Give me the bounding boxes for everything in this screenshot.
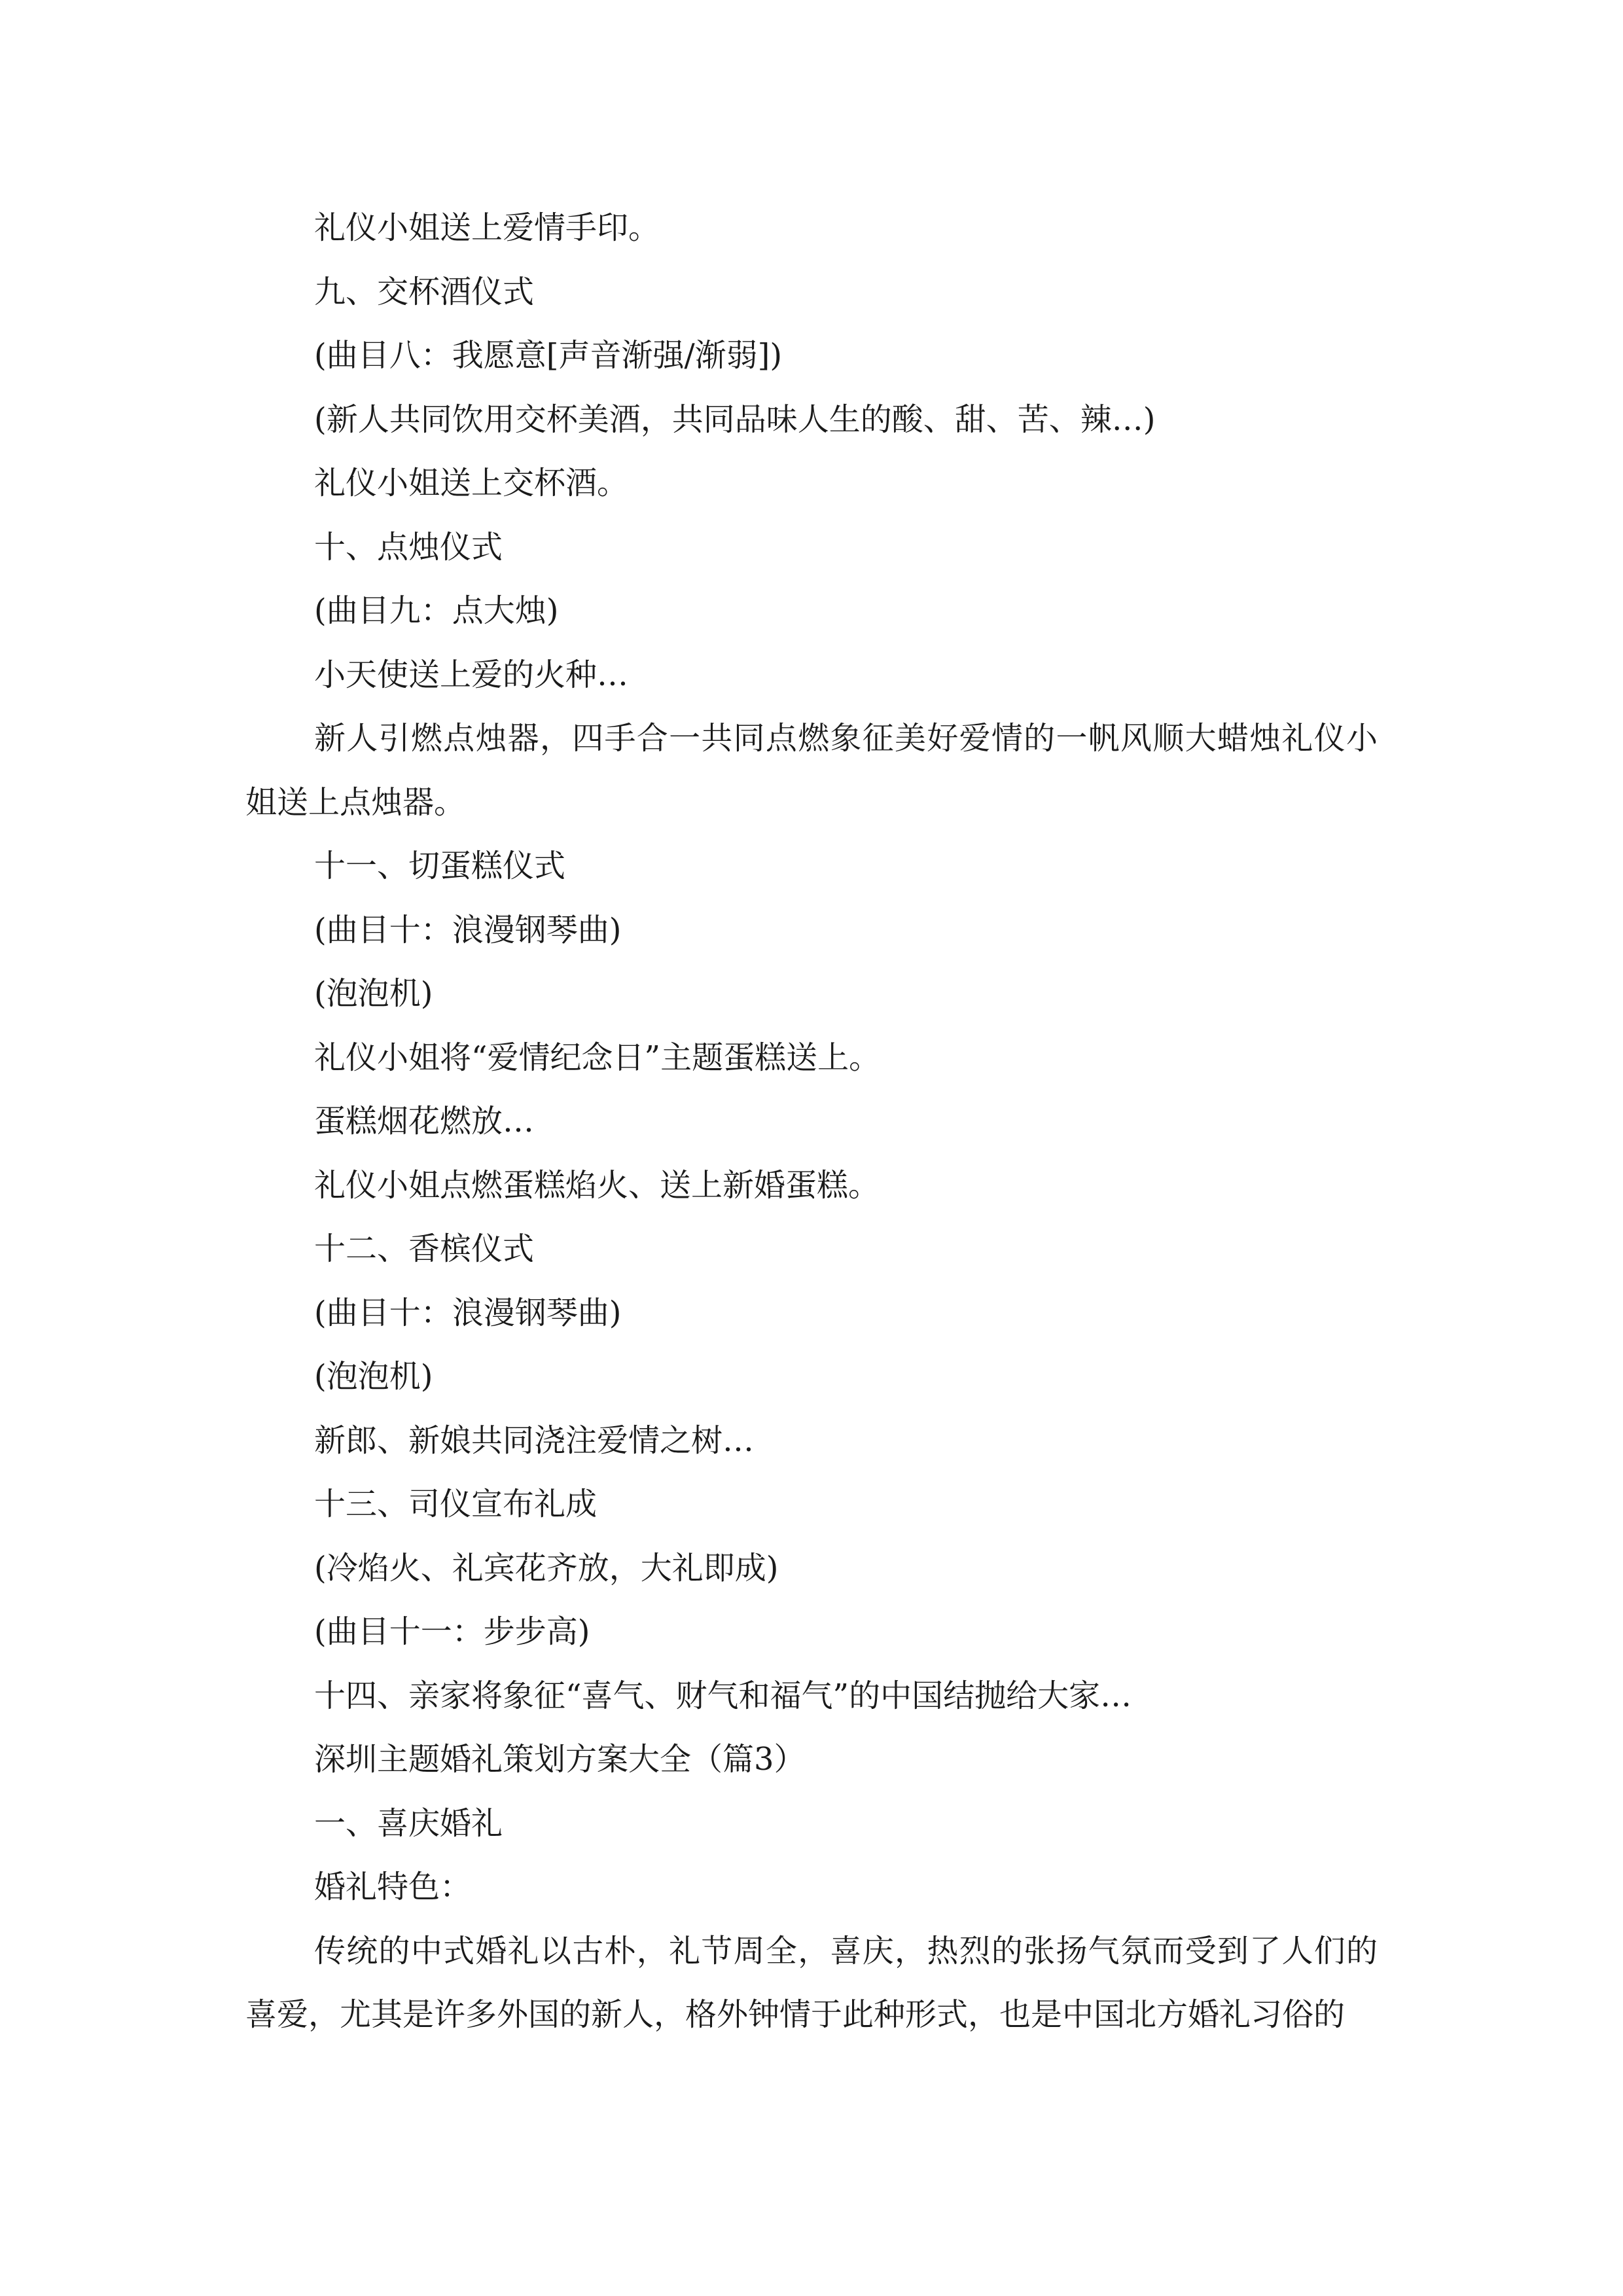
text-line: (新人共同饮用交杯美酒，共同品味人生的酸、甜、苦、辣…): [314, 401, 1156, 438]
document-body: [245, 196, 1378, 2047]
text-line: (曲目九：点大烛): [314, 592, 559, 629]
article-title: 深圳主题婚礼策划方案大全（篇3）: [314, 1741, 806, 1778]
text-line: 礼仪小姐送上交杯酒。: [314, 465, 629, 501]
text-line: (泡泡机): [314, 1358, 433, 1395]
text-line: (曲目十：浪漫钢琴曲): [314, 1294, 622, 1331]
section-heading: 十一、切蛋糕仪式: [314, 848, 566, 884]
text-line: 蛋糕烟花燃放…: [314, 1103, 535, 1139]
text-line: 礼仪小姐点燃蛋糕焰火、送上新婚蛋糕。: [314, 1166, 880, 1204]
section-heading: 九、交杯酒仪式: [314, 273, 535, 310]
text-line: 小天使送上爱的火种…: [314, 656, 629, 693]
text-line: 礼仪小姐送上爱情手印。: [314, 209, 660, 246]
section-heading: 十二、香槟仪式: [314, 1230, 535, 1267]
section-heading: 十、点烛仪式: [314, 528, 503, 565]
text-line: 新郎、新娘共同浇注爱情之树…: [314, 1422, 755, 1459]
text-line: (曲目十一：步步高): [314, 1613, 590, 1650]
text-line: (冷焰火、礼宾花齐放，大礼即成): [314, 1549, 779, 1587]
text-line: (泡泡机): [314, 975, 433, 1012]
paragraph: 传统的中式婚礼以古朴，礼节周全，喜庆，热烈的张扬气氛而受到了人们的喜爱，尤其是许多外国的新人，格外钟情于此种形式，也是中国北方婚礼习俗的: [245, 1932, 1378, 2033]
paragraph: 新人引燃点烛器，四手合一共同点燃象征美好爱情的一帆风顺大蜡烛礼仪小姐送上点烛器。: [245, 720, 1378, 821]
text-line: (曲目八：我愿意[声音渐强/渐弱]): [314, 337, 783, 374]
section-heading: 一、喜庆婚礼: [314, 1804, 503, 1842]
section-heading: 十四、亲家将象征“喜气、财气和福气”的中国结抛给大家…: [314, 1677, 1132, 1714]
section-heading: 十三、司仪宣布礼成: [314, 1486, 597, 1522]
text-line: 礼仪小姐将“爱情纪念日”主题蛋糕送上。: [314, 1039, 881, 1076]
text-line: 婚礼特色：: [314, 1869, 472, 1905]
text-line: (曲目十：浪漫钢琴曲): [314, 911, 622, 948]
